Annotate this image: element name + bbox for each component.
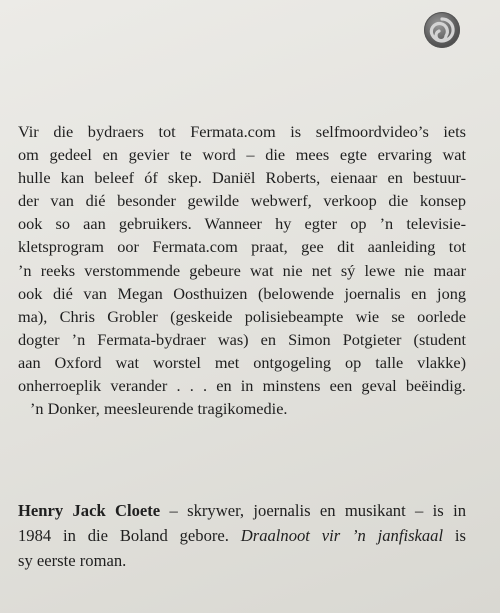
author-name: Henry Jack Cloete bbox=[18, 501, 161, 520]
blurb-line: ook dié van Megan Oosthuizen (belowende joernalis en jong bbox=[18, 283, 466, 303]
author-bio-text: – skrywer, joernalis en musikant – is in bbox=[160, 501, 466, 520]
blurb-line: om gedeel en gevier te word – die mees egte ervaring wat bbox=[18, 145, 466, 165]
blurb-line: aan Oxford wat worstel met ontgogeling op talle vlakke) bbox=[18, 352, 466, 372]
author-bio-line bbox=[18, 523, 466, 548]
author-bio bbox=[18, 498, 466, 573]
blurb-line: ma), Chris Grobler (geskeide polisiebeampte wie se oorlede bbox=[18, 306, 466, 326]
blurb-line: Vir die bydraers tot Fermata.com is selfmoordvideo’s iets bbox=[18, 122, 466, 141]
book-title: Draalnoot vir ’n janfiskaal bbox=[240, 526, 444, 545]
author-bio-text: is bbox=[443, 526, 466, 545]
publisher-spiral-logo-icon bbox=[424, 12, 460, 48]
spiral-icon bbox=[424, 12, 460, 48]
blurb-line: dogter ’n Fermata-bydraer was) en Simon Potgieter (student bbox=[18, 329, 466, 349]
blurb-line: der van dié besonder gewilde webwerf, verkoop die konsep bbox=[18, 191, 466, 211]
blurb-line: ook so aan gebruikers. Wanneer hy egter op ’n televisie- bbox=[18, 214, 466, 234]
blurb-line: kletsprogram oor Fermata.com praat, gee dit aanleiding tot bbox=[18, 237, 466, 257]
blurb-tagline: ’n Donker, meesleurende tragikomedie. bbox=[30, 399, 288, 419]
author-bio-text: 1984 in die Boland gebore. bbox=[18, 526, 241, 545]
back-cover-blurb bbox=[18, 120, 466, 420]
blurb-line: ’n reeks verstommende gebeure wat nie net sý lewe nie maar bbox=[18, 260, 466, 280]
blurb-line: onherroeplik verander . . . en in minstens een geval beëindig. bbox=[18, 376, 466, 396]
author-bio-line bbox=[18, 498, 466, 523]
blurb-line: hulle kan beleef óf skep. Daniël Roberts, eienaar en bestuur- bbox=[18, 168, 466, 188]
author-bio-line: sy eerste roman. bbox=[18, 551, 127, 570]
